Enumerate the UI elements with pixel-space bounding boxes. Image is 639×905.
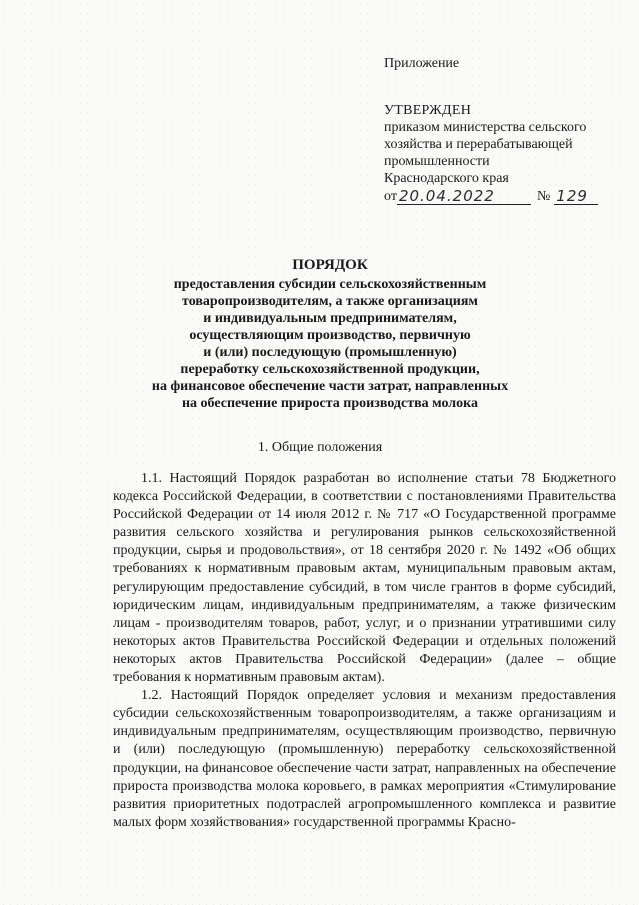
order-line: хозяйства и перерабатывающей	[384, 137, 573, 152]
title-line: переработку сельскохозяйственной продукции,	[180, 362, 480, 377]
date-number-line	[384, 188, 624, 205]
section-heading: 1. Общие положения	[257, 440, 383, 455]
document-title	[110, 257, 550, 412]
order-line: промышленности	[384, 154, 490, 169]
approval-block	[384, 55, 624, 205]
order-line: Краснодарского края	[384, 171, 509, 186]
body-text	[113, 470, 616, 832]
title-line: товаропроизводителям, а также организациям	[182, 294, 478, 309]
approved-label: УТВЕРЖДЕН	[384, 103, 472, 118]
number-sign: №	[536, 189, 551, 204]
title-line: и (или) последующую (промышленную)	[203, 345, 457, 360]
title-line: на обеспечение прироста производства молока	[181, 396, 479, 411]
title-line: осуществляющим производство, первичную	[189, 328, 471, 343]
handwritten-number: 129	[554, 188, 598, 205]
title-line: на финансовое обеспечение части затрат, направленных	[151, 379, 509, 394]
paragraph: 1.1. Настоящий Порядок разработан во исполнение статьи 78 Бюджетного кодекса Российской Федерации, в соответствии с постановлениями Правительства Российской Федерации от 14 июля 2012 г. № 717 «О Государственной программе развития сельского хозяйства и регулирования рынков сельскохозяйственной продукции, сырья и продовольствия», от 18 сентября 2020 г. № 1492 «Об общих требованиях к нормативным правовым актам, муниципальным правовым актам, регулирующим предоставление субсидий, в том числе грантов в форме субсидий, юридическим лицам, индивидуальным предпринимателям, а также физическим лицам - производителям товаров, работ, услуг, и о признании утратившими силу некоторых актов Правительства Российской Федерации и отдельных положений некоторых актов Правительства Российской Федерации» (далее – общие требования к нормативным правовым актам).	[113, 471, 616, 686]
title-line: предоставления субсидии сельскохозяйственным	[173, 277, 487, 292]
appendix-label: Приложение	[384, 56, 460, 71]
title-line: и индивидуальным предпринимателям,	[203, 311, 457, 326]
title-heading: ПОРЯДОК	[292, 257, 368, 273]
date-prefix: от	[384, 189, 397, 204]
paragraph: 1.2. Настоящий Порядок определяет условия и механизм предоставления субсидии сельскохозяйственным товаропроизводителям, а также организациям и индивидуальным предпринимателям, осуществляющим производство, первичную и (или) последующую (промышленную) переработку сельскохозяйственной продукции, на финансовое обеспечение части затрат, направленных на обеспечение прироста производства молока коровьего, в рамках мероприятия «Стимулирование развития приоритетных подотраслей агропромышленного комплекса и развитие малых форм хозяйствования» государственной программы Красно-	[113, 688, 616, 830]
handwritten-date: 20.04.2022	[397, 188, 531, 205]
order-line: приказом министерства сельского	[384, 120, 587, 135]
